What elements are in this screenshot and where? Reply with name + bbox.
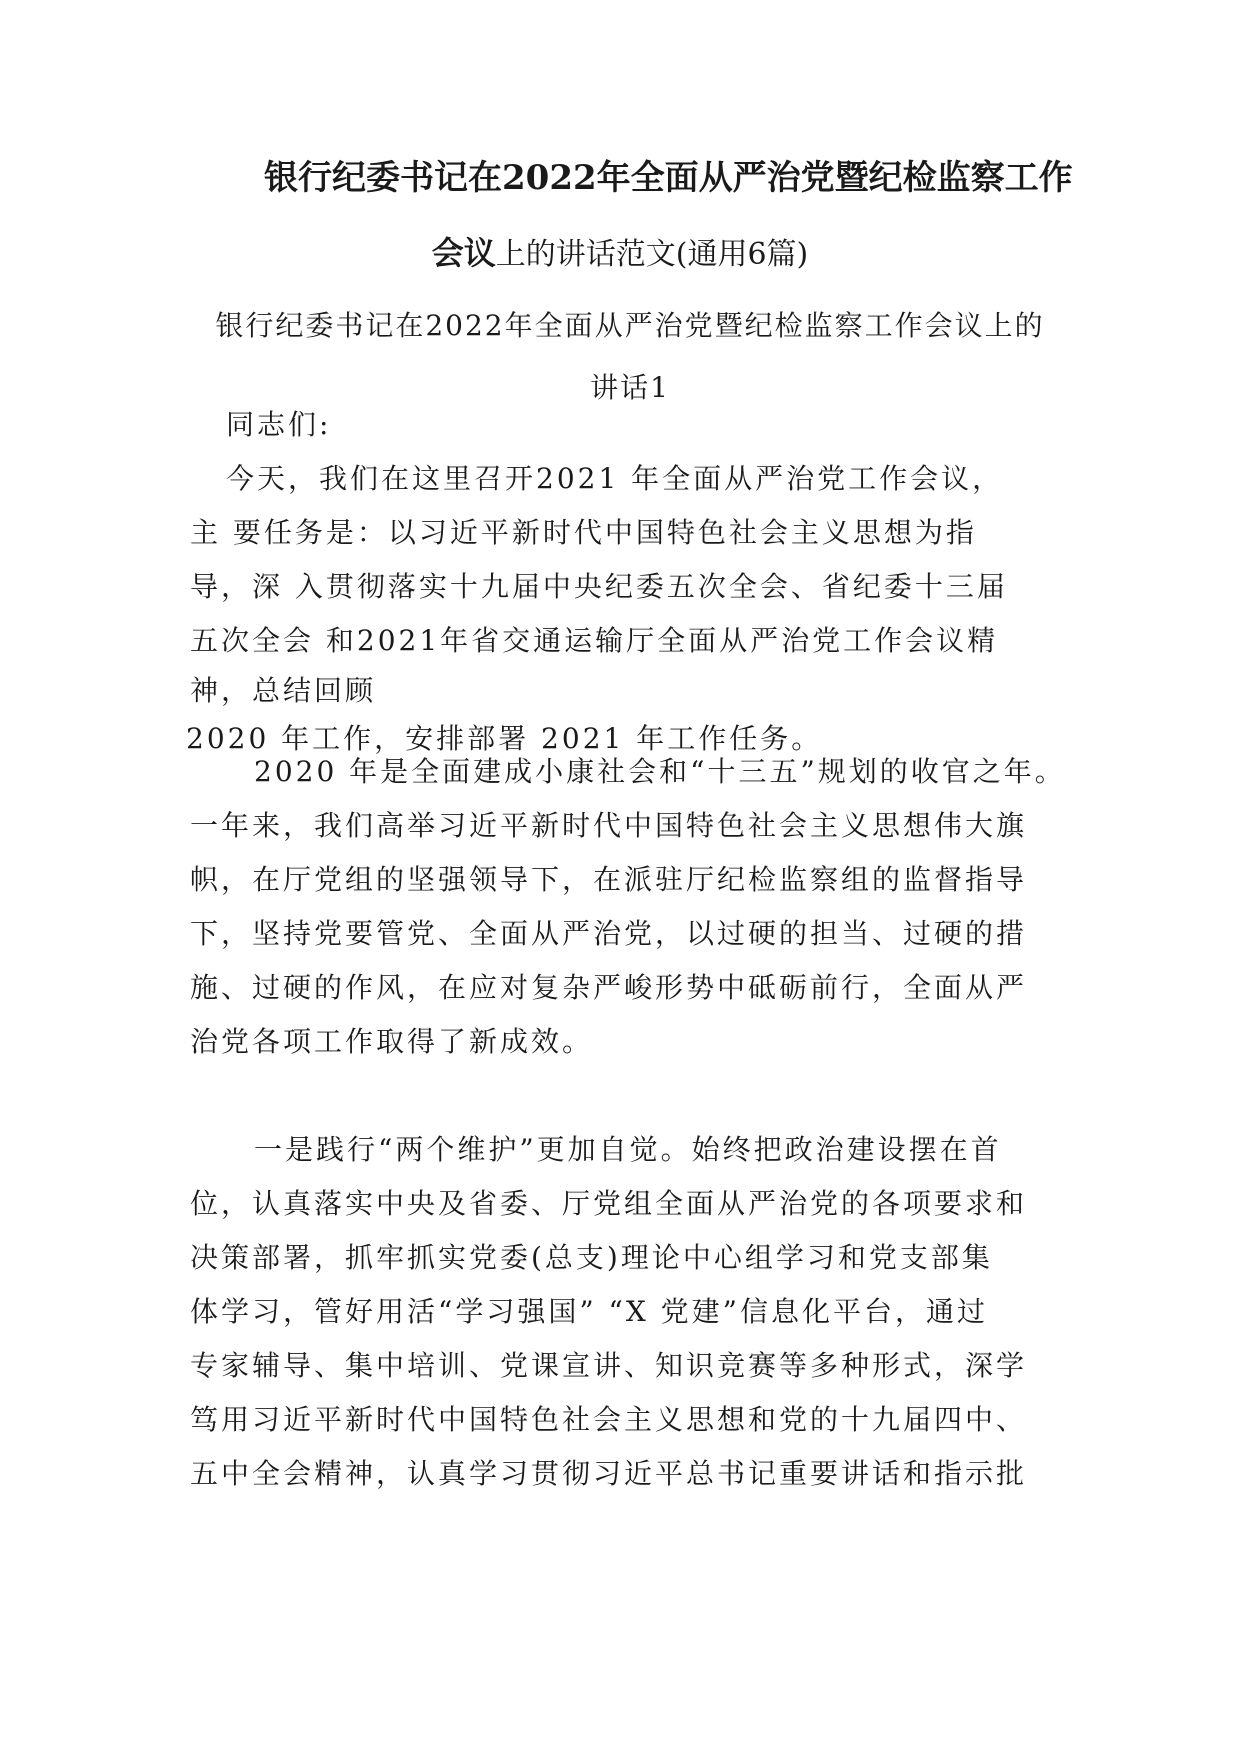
paragraph-line: 位，认真落实中央及省委、厅党组全面从严治党的各项要求和 [190,1187,1028,1220]
paragraph-line: 体学习，管好用活“学习强国” “X 党建”信息化平台，通过 [190,1295,988,1328]
paragraph-line: 施、过硬的作风，在应对复杂严峻形势中砥砺前行，全面从严 [190,971,1028,1004]
paragraph-2 [190,745,1066,1069]
paragraph-line: 五次全会 和2021年省交通运输厅全面从严治党工作会议精 [190,624,999,657]
speech-heading-line: 银行纪委书记在2022年全面从严治党暨纪检监察工作会议上的 [215,309,1045,342]
paragraph-line: 导，深 入贯彻落实十九届中央纪委五次全会、省纪委十三届 [190,570,1008,603]
paragraph-line: 2020 年是全面建成小康社会和“十三五”规划的收官之年。 [254,755,1066,788]
paragraph-line: 治党各项工作取得了新成效。 [190,1025,594,1058]
title-bold-fragment: 会议 [431,234,496,272]
paragraph-line: 主 要任务是：以习近平新时代中国特色社会主义思想为指 [190,516,977,549]
paragraph-line: 2020 年工作，安排部署 2021 年工作任务。 [186,722,823,755]
document-title: 银行纪委书记在2022年全面从严治党暨纪检监察工作 [264,158,1073,198]
paragraph-line: 决策部署，抓牢抓实党委(总支)理论中心组学习和党支部集 [190,1241,993,1274]
paragraph-line: 一年来，我们高举习近平新时代中国特色社会主义思想伟大旗 [190,809,1028,842]
speech-heading-line: 讲话1 [590,371,670,404]
paragraph-line: 笃用习近平新时代中国特色社会主义思想和党的十九届四中、 [190,1403,1028,1436]
paragraph-line: 今天，我们在这里召开2021 年全面从严治党工作会议， [226,462,1004,495]
paragraph-line: 五中全会精神，认真学习贯彻习近平总书记重要讲话和指示批 [190,1457,1028,1490]
paragraph-line: 帜，在厅党组的坚强领导下，在派驻厅纪检监察组的监督指导 [190,863,1028,896]
paragraph-3 [190,1123,1060,1501]
paragraph-1 [186,452,1060,764]
salutation [226,398,1096,452]
salutation-text: 同志们: [226,408,332,441]
document-title-continued [0,228,1240,274]
paragraph-line: 神，总结回顾 [190,674,377,707]
paragraph-line: 下，坚持党要管党、全面从严治党，以过硬的担当、过硬的措 [190,917,1028,950]
paragraph-line: 一是践行“两个维护”更加自觉。始终把政治建设摆在首 [254,1133,1002,1166]
paragraph-line: 专家辅导、集中培训、党课宣讲、知识竞赛等多种形式，深学 [190,1349,1028,1382]
title-regular-fragment: 上的讲话范文(通用6篇) [495,237,809,272]
